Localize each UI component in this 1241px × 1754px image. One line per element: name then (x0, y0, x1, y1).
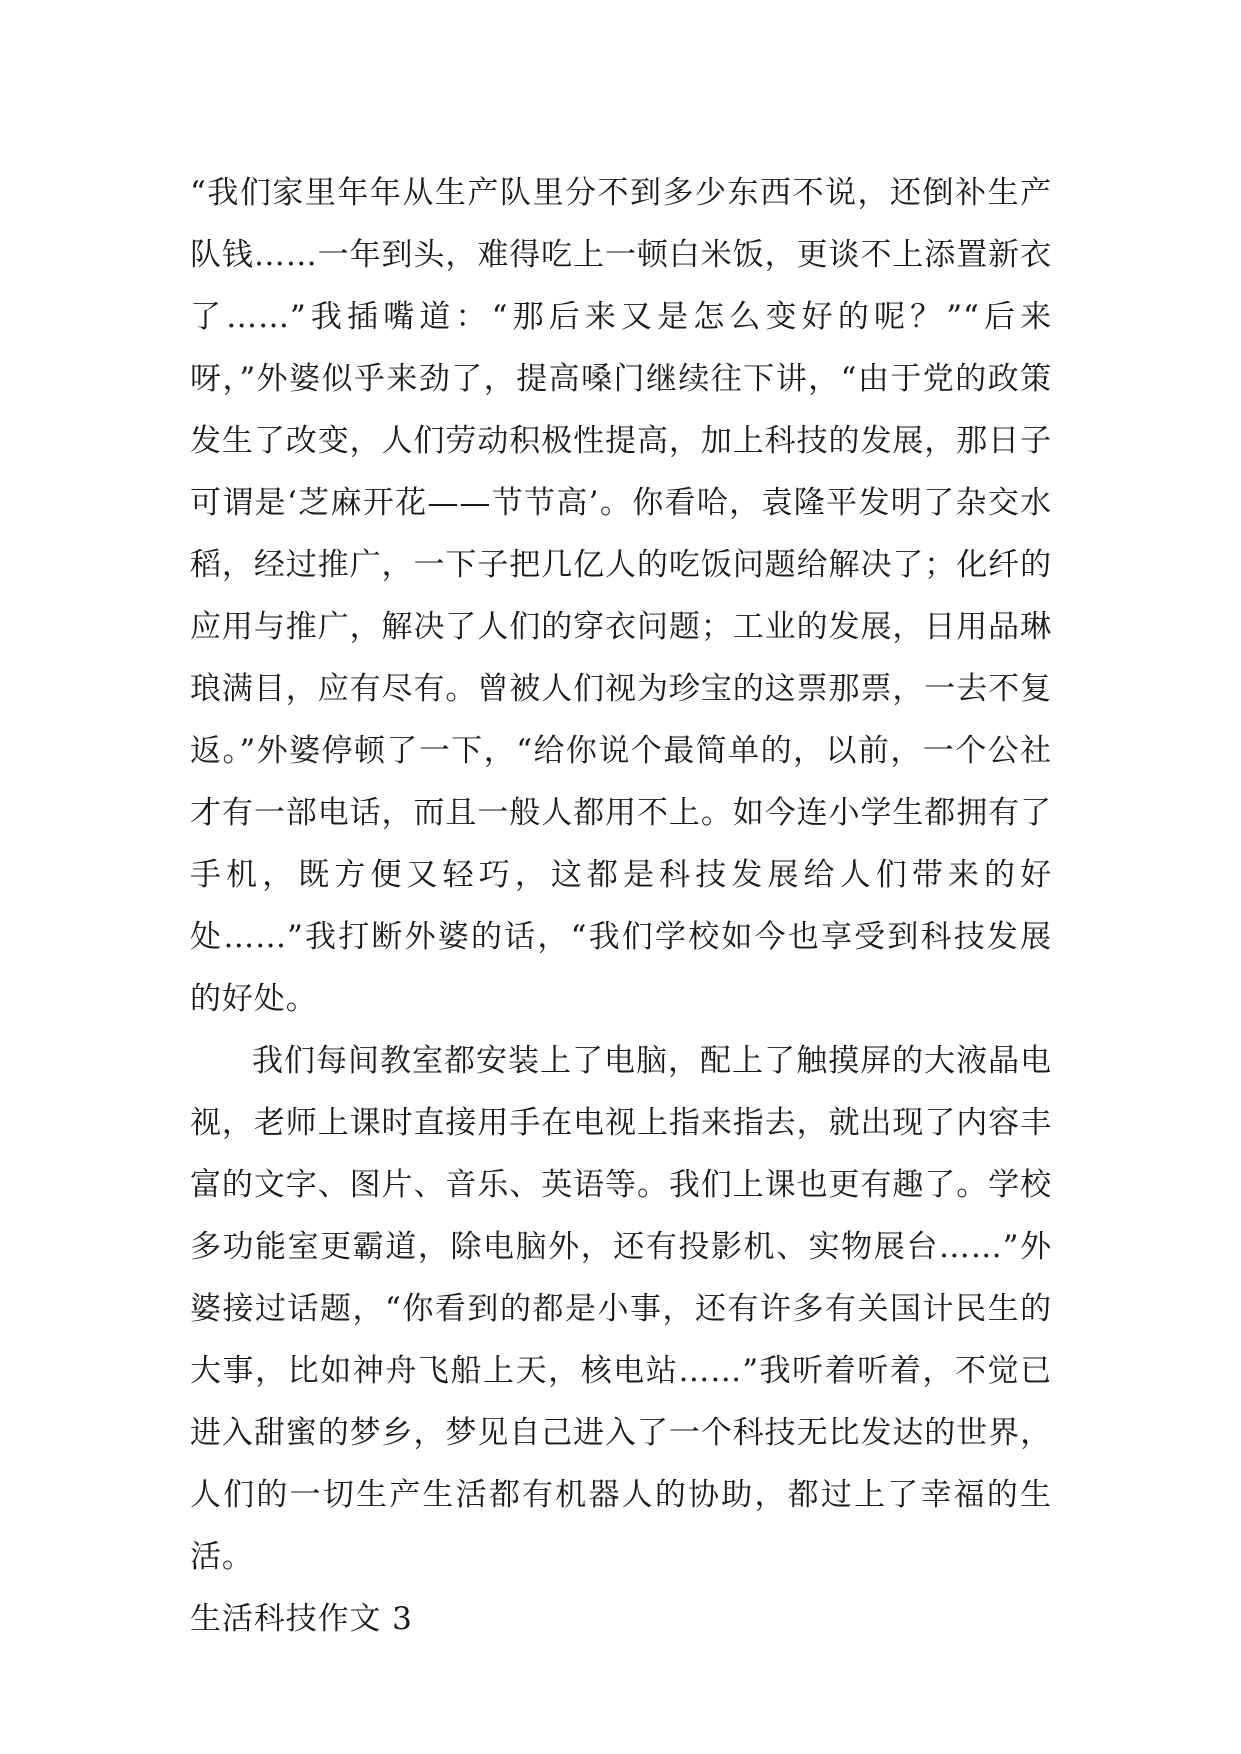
document-page (190, 162, 1052, 1650)
body-paragraph: 我们每间教室都安装上了电脑，配上了触摸屏的大液晶电视，老师上课时直接用手在电视上指来指去，就出现了内容丰富的文字、图片、音乐、英语等。我们上课也更有趣了。学校多功能室更霸道，除电脑外，还有投影机、实物展台……”外婆接过话题，“你看到的都是小事，还有许多有关国计民生的大事，比如神舟飞船上天，核电站……”我听着听着，不觉已进入甜蜜的梦乡，梦见自己进入了一个科技无比发达的世界，人们的一切生产生活都有机器人的协助，都过上了幸福的生活。 (190, 1043, 1052, 1575)
section-heading: 生活科技作文 3 (190, 1601, 413, 1637)
body-paragraph: “我们家里年年从生产队里分不到多少东西不说，还倒补生产队钱……一年到头，难得吃上一顿白米饭，更谈不上添置新衣了……”我插嘴道：“那后来又是怎么变好的呢？”“后来呀，”外婆似乎来劲了，提高嗓门继续往下讲，“由于党的政策发生了改变，人们劳动积极性提高，加上科技的发展，那日子可谓是‘芝麻开花——节节高’。你看哈，袁隆平发明了杂交水稻，经过推广，一下子把几亿人的吃饭问题给解决了；化纤的应用与推广，解决了人们的穿衣问题；工业的发展，日用品琳琅满目，应有尽有。曾被人们视为珍宝的这票那票，一去不复返。”外婆停顿了一下，“给你说个最简单的，以前，一个公社才有一部电话，而且一般人都用不上。如今连小学生都拥有了手机，既方便又轻巧，这都是科技发展给人们带来的好处……”我打断外婆的话，“我们学校如今也享受到科技发展的好处。 (190, 175, 1052, 1017)
